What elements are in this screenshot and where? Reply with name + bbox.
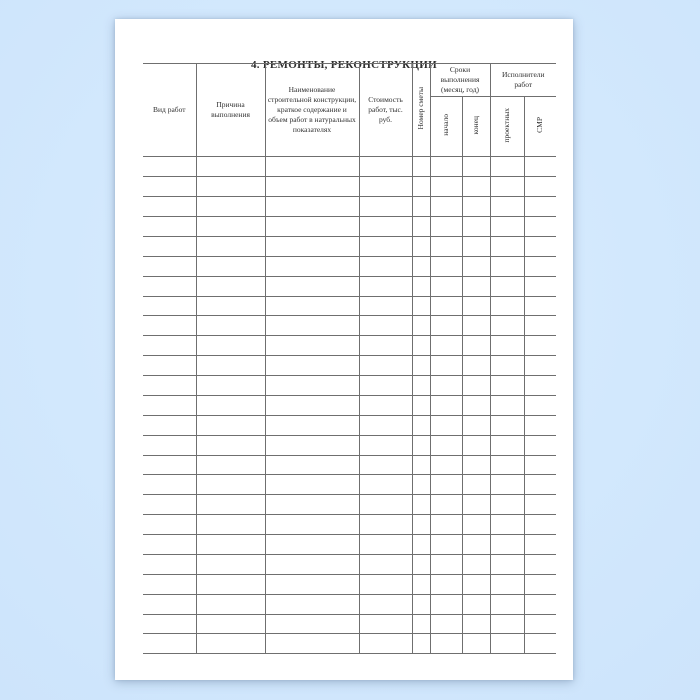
table-row <box>143 535 556 555</box>
empty-cell <box>196 336 265 356</box>
empty-cell <box>359 455 412 475</box>
table-row <box>143 197 556 217</box>
empty-cell <box>359 594 412 614</box>
empty-cell <box>462 475 490 495</box>
empty-cell <box>196 197 265 217</box>
table-row <box>143 614 556 634</box>
empty-cell <box>462 614 490 634</box>
table-row <box>143 395 556 415</box>
empty-cell <box>265 515 359 535</box>
empty-cell <box>143 236 196 256</box>
empty-cell <box>143 554 196 574</box>
empty-cell <box>196 515 265 535</box>
empty-cell <box>196 376 265 396</box>
empty-cell <box>430 236 462 256</box>
empty-cell <box>196 276 265 296</box>
empty-cell <box>196 435 265 455</box>
table-row <box>143 376 556 396</box>
empty-cell <box>412 356 430 376</box>
empty-cell <box>412 395 430 415</box>
empty-cell <box>359 376 412 396</box>
empty-cell <box>265 356 359 376</box>
empty-cell <box>412 276 430 296</box>
empty-cell <box>265 256 359 276</box>
empty-cell <box>412 495 430 515</box>
empty-cell <box>490 316 524 336</box>
empty-cell <box>462 535 490 555</box>
empty-cell <box>412 157 430 177</box>
empty-cell <box>430 336 462 356</box>
empty-cell <box>524 554 556 574</box>
empty-cell <box>462 316 490 336</box>
empty-cell <box>412 535 430 555</box>
empty-cell <box>143 336 196 356</box>
empty-cell <box>524 535 556 555</box>
empty-cell <box>143 415 196 435</box>
empty-cell <box>490 455 524 475</box>
empty-cell <box>490 495 524 515</box>
empty-cell <box>524 594 556 614</box>
table-header <box>143 64 556 157</box>
empty-cell <box>265 197 359 217</box>
empty-cell <box>462 256 490 276</box>
empty-cell <box>265 634 359 654</box>
empty-cell <box>462 634 490 654</box>
empty-cell <box>265 535 359 555</box>
empty-cell <box>462 236 490 256</box>
empty-cell <box>359 256 412 276</box>
empty-cell <box>359 157 412 177</box>
empty-cell <box>412 554 430 574</box>
empty-cell <box>430 157 462 177</box>
empty-cell <box>143 177 196 197</box>
empty-cell <box>359 296 412 316</box>
empty-cell <box>143 376 196 396</box>
empty-cell <box>196 395 265 415</box>
empty-cell <box>490 435 524 455</box>
empty-cell <box>462 296 490 316</box>
empty-cell <box>430 455 462 475</box>
col-group-executors: Исполнители работ <box>490 64 556 97</box>
empty-cell <box>143 217 196 237</box>
page-title: 4. РЕМОНТЫ, РЕКОНСТРУКЦИИ <box>250 59 437 71</box>
col-group-terms: Сроки выполнения (месяц, год) <box>430 64 490 97</box>
table-row <box>143 217 556 237</box>
empty-cell <box>462 594 490 614</box>
table-row <box>143 415 556 435</box>
empty-cell <box>490 475 524 495</box>
empty-cell <box>490 197 524 217</box>
col-header-estimate-number <box>412 64 430 157</box>
empty-cell <box>524 256 556 276</box>
empty-cell <box>359 336 412 356</box>
col-header-term-start <box>430 97 462 157</box>
empty-cell <box>430 554 462 574</box>
empty-cell <box>524 316 556 336</box>
empty-cell <box>430 395 462 415</box>
empty-cell <box>462 177 490 197</box>
empty-cell <box>412 435 430 455</box>
empty-cell <box>359 574 412 594</box>
table-row <box>143 455 556 475</box>
empty-cell <box>412 415 430 435</box>
empty-cell <box>524 157 556 177</box>
empty-cell <box>462 356 490 376</box>
table-row <box>143 157 556 177</box>
table-row <box>143 336 556 356</box>
empty-cell <box>524 336 556 356</box>
empty-cell <box>143 594 196 614</box>
empty-cell <box>430 276 462 296</box>
table-row <box>143 435 556 455</box>
empty-cell <box>524 574 556 594</box>
empty-cell <box>265 157 359 177</box>
empty-cell <box>359 554 412 574</box>
executors-smr-vertical-label: СМР <box>535 117 545 134</box>
empty-cell <box>265 236 359 256</box>
empty-cell <box>359 276 412 296</box>
empty-cell <box>430 415 462 435</box>
col-header-cost: Стоимость работ, тыс. руб. <box>359 64 412 157</box>
empty-cell <box>265 435 359 455</box>
empty-cell <box>359 316 412 336</box>
empty-cell <box>359 475 412 495</box>
empty-cell <box>359 217 412 237</box>
empty-cell <box>359 614 412 634</box>
empty-cell <box>462 515 490 535</box>
empty-cell <box>524 455 556 475</box>
empty-cell <box>143 157 196 177</box>
empty-cell <box>196 316 265 336</box>
repairs-table <box>143 63 556 654</box>
empty-cell <box>524 177 556 197</box>
empty-cell <box>143 197 196 217</box>
empty-cell <box>490 634 524 654</box>
empty-cell <box>143 296 196 316</box>
empty-cell <box>524 356 556 376</box>
empty-cell <box>143 395 196 415</box>
empty-cell <box>196 535 265 555</box>
table-body <box>143 157 556 654</box>
empty-cell <box>359 197 412 217</box>
table-row <box>143 594 556 614</box>
empty-cell <box>265 336 359 356</box>
empty-cell <box>490 256 524 276</box>
empty-cell <box>265 495 359 515</box>
empty-cell <box>412 515 430 535</box>
col-header-executors-design <box>490 97 524 157</box>
empty-cell <box>412 336 430 356</box>
empty-cell <box>196 614 265 634</box>
empty-cell <box>196 157 265 177</box>
empty-cell <box>412 316 430 336</box>
empty-cell <box>196 475 265 495</box>
empty-cell <box>490 336 524 356</box>
empty-cell <box>524 634 556 654</box>
term-start-vertical-label: начало <box>440 114 450 137</box>
empty-cell <box>490 356 524 376</box>
empty-cell <box>359 356 412 376</box>
col-header-executors-smr <box>524 97 556 157</box>
empty-cell <box>462 336 490 356</box>
empty-cell <box>430 316 462 336</box>
empty-cell <box>265 455 359 475</box>
table-row <box>143 256 556 276</box>
empty-cell <box>265 217 359 237</box>
empty-cell <box>490 415 524 435</box>
empty-cell <box>265 395 359 415</box>
empty-cell <box>196 356 265 376</box>
empty-cell <box>412 236 430 256</box>
empty-cell <box>462 574 490 594</box>
empty-cell <box>462 415 490 435</box>
empty-cell <box>412 376 430 396</box>
empty-cell <box>143 614 196 634</box>
empty-cell <box>490 594 524 614</box>
header-row-groups <box>143 64 556 97</box>
empty-cell <box>143 535 196 555</box>
empty-cell <box>430 356 462 376</box>
empty-cell <box>490 296 524 316</box>
empty-cell <box>265 554 359 574</box>
empty-cell <box>412 574 430 594</box>
empty-cell <box>196 256 265 276</box>
empty-cell <box>524 236 556 256</box>
table-row <box>143 515 556 535</box>
empty-cell <box>524 614 556 634</box>
empty-cell <box>524 515 556 535</box>
empty-cell <box>430 177 462 197</box>
table-row <box>143 177 556 197</box>
table-row <box>143 495 556 515</box>
empty-cell <box>143 475 196 495</box>
empty-cell <box>462 217 490 237</box>
empty-cell <box>412 256 430 276</box>
empty-cell <box>143 256 196 276</box>
empty-cell <box>462 157 490 177</box>
table-row <box>143 554 556 574</box>
empty-cell <box>265 594 359 614</box>
col-header-construction-name: Наименование строительной конструкции, краткое содержание и объем работ в натуральных показателях <box>265 64 359 157</box>
empty-cell <box>265 614 359 634</box>
empty-cell <box>524 376 556 396</box>
empty-cell <box>412 594 430 614</box>
empty-cell <box>265 376 359 396</box>
empty-cell <box>490 276 524 296</box>
empty-cell <box>359 634 412 654</box>
empty-cell <box>196 634 265 654</box>
empty-cell <box>490 376 524 396</box>
empty-cell <box>143 316 196 336</box>
col-header-term-end <box>462 97 490 157</box>
table-row <box>143 475 556 495</box>
table-row <box>143 296 556 316</box>
table-row <box>143 574 556 594</box>
empty-cell <box>524 415 556 435</box>
empty-cell <box>412 177 430 197</box>
empty-cell <box>430 614 462 634</box>
document-page <box>115 19 573 680</box>
empty-cell <box>265 316 359 336</box>
empty-cell <box>524 296 556 316</box>
empty-cell <box>143 276 196 296</box>
empty-cell <box>524 197 556 217</box>
empty-cell <box>462 276 490 296</box>
empty-cell <box>490 515 524 535</box>
empty-cell <box>430 634 462 654</box>
empty-cell <box>524 495 556 515</box>
empty-cell <box>430 594 462 614</box>
empty-cell <box>265 415 359 435</box>
empty-cell <box>462 197 490 217</box>
empty-cell <box>196 236 265 256</box>
empty-cell <box>490 157 524 177</box>
empty-cell <box>265 296 359 316</box>
empty-cell <box>412 455 430 475</box>
empty-cell <box>359 177 412 197</box>
empty-cell <box>430 217 462 237</box>
empty-cell <box>430 435 462 455</box>
empty-cell <box>462 376 490 396</box>
empty-cell <box>462 455 490 475</box>
table-row <box>143 316 556 336</box>
empty-cell <box>462 554 490 574</box>
empty-cell <box>359 495 412 515</box>
empty-cell <box>430 535 462 555</box>
empty-cell <box>490 535 524 555</box>
table-row <box>143 236 556 256</box>
empty-cell <box>490 217 524 237</box>
empty-cell <box>490 395 524 415</box>
empty-cell <box>412 475 430 495</box>
empty-cell <box>524 276 556 296</box>
empty-cell <box>462 435 490 455</box>
empty-cell <box>412 197 430 217</box>
table-row <box>143 634 556 654</box>
col-header-reason: Причина выполнения <box>196 64 265 157</box>
estimate-number-vertical-label: Номер сметы <box>415 87 425 130</box>
empty-cell <box>143 634 196 654</box>
empty-cell <box>265 475 359 495</box>
empty-cell <box>196 455 265 475</box>
empty-cell <box>412 296 430 316</box>
empty-cell <box>430 376 462 396</box>
empty-cell <box>143 435 196 455</box>
empty-cell <box>196 217 265 237</box>
empty-cell <box>490 614 524 634</box>
empty-cell <box>462 495 490 515</box>
empty-cell <box>430 495 462 515</box>
empty-cell <box>265 177 359 197</box>
empty-cell <box>143 574 196 594</box>
empty-cell <box>430 475 462 495</box>
empty-cell <box>430 515 462 535</box>
empty-cell <box>524 217 556 237</box>
empty-cell <box>412 614 430 634</box>
empty-cell <box>359 415 412 435</box>
empty-cell <box>359 535 412 555</box>
empty-cell <box>143 455 196 475</box>
empty-cell <box>524 395 556 415</box>
empty-cell <box>143 515 196 535</box>
empty-cell <box>196 574 265 594</box>
term-end-vertical-label: конец <box>470 116 480 135</box>
empty-cell <box>265 574 359 594</box>
executors-design-vertical-label: проектных <box>501 108 511 143</box>
empty-cell <box>490 574 524 594</box>
empty-cell <box>412 634 430 654</box>
empty-cell <box>430 256 462 276</box>
empty-cell <box>490 236 524 256</box>
table-row <box>143 356 556 376</box>
empty-cell <box>196 177 265 197</box>
table-row <box>143 276 556 296</box>
empty-cell <box>430 574 462 594</box>
empty-cell <box>359 236 412 256</box>
empty-cell <box>196 554 265 574</box>
empty-cell <box>524 475 556 495</box>
empty-cell <box>524 435 556 455</box>
empty-cell <box>430 197 462 217</box>
empty-cell <box>196 415 265 435</box>
empty-cell <box>359 435 412 455</box>
empty-cell <box>196 594 265 614</box>
empty-cell <box>490 177 524 197</box>
empty-cell <box>265 276 359 296</box>
empty-cell <box>490 554 524 574</box>
col-header-work-type: Вид работ <box>143 64 196 157</box>
empty-cell <box>196 296 265 316</box>
empty-cell <box>430 296 462 316</box>
empty-cell <box>143 356 196 376</box>
empty-cell <box>359 395 412 415</box>
empty-cell <box>196 495 265 515</box>
empty-cell <box>462 395 490 415</box>
empty-cell <box>359 515 412 535</box>
empty-cell <box>412 217 430 237</box>
empty-cell <box>143 495 196 515</box>
